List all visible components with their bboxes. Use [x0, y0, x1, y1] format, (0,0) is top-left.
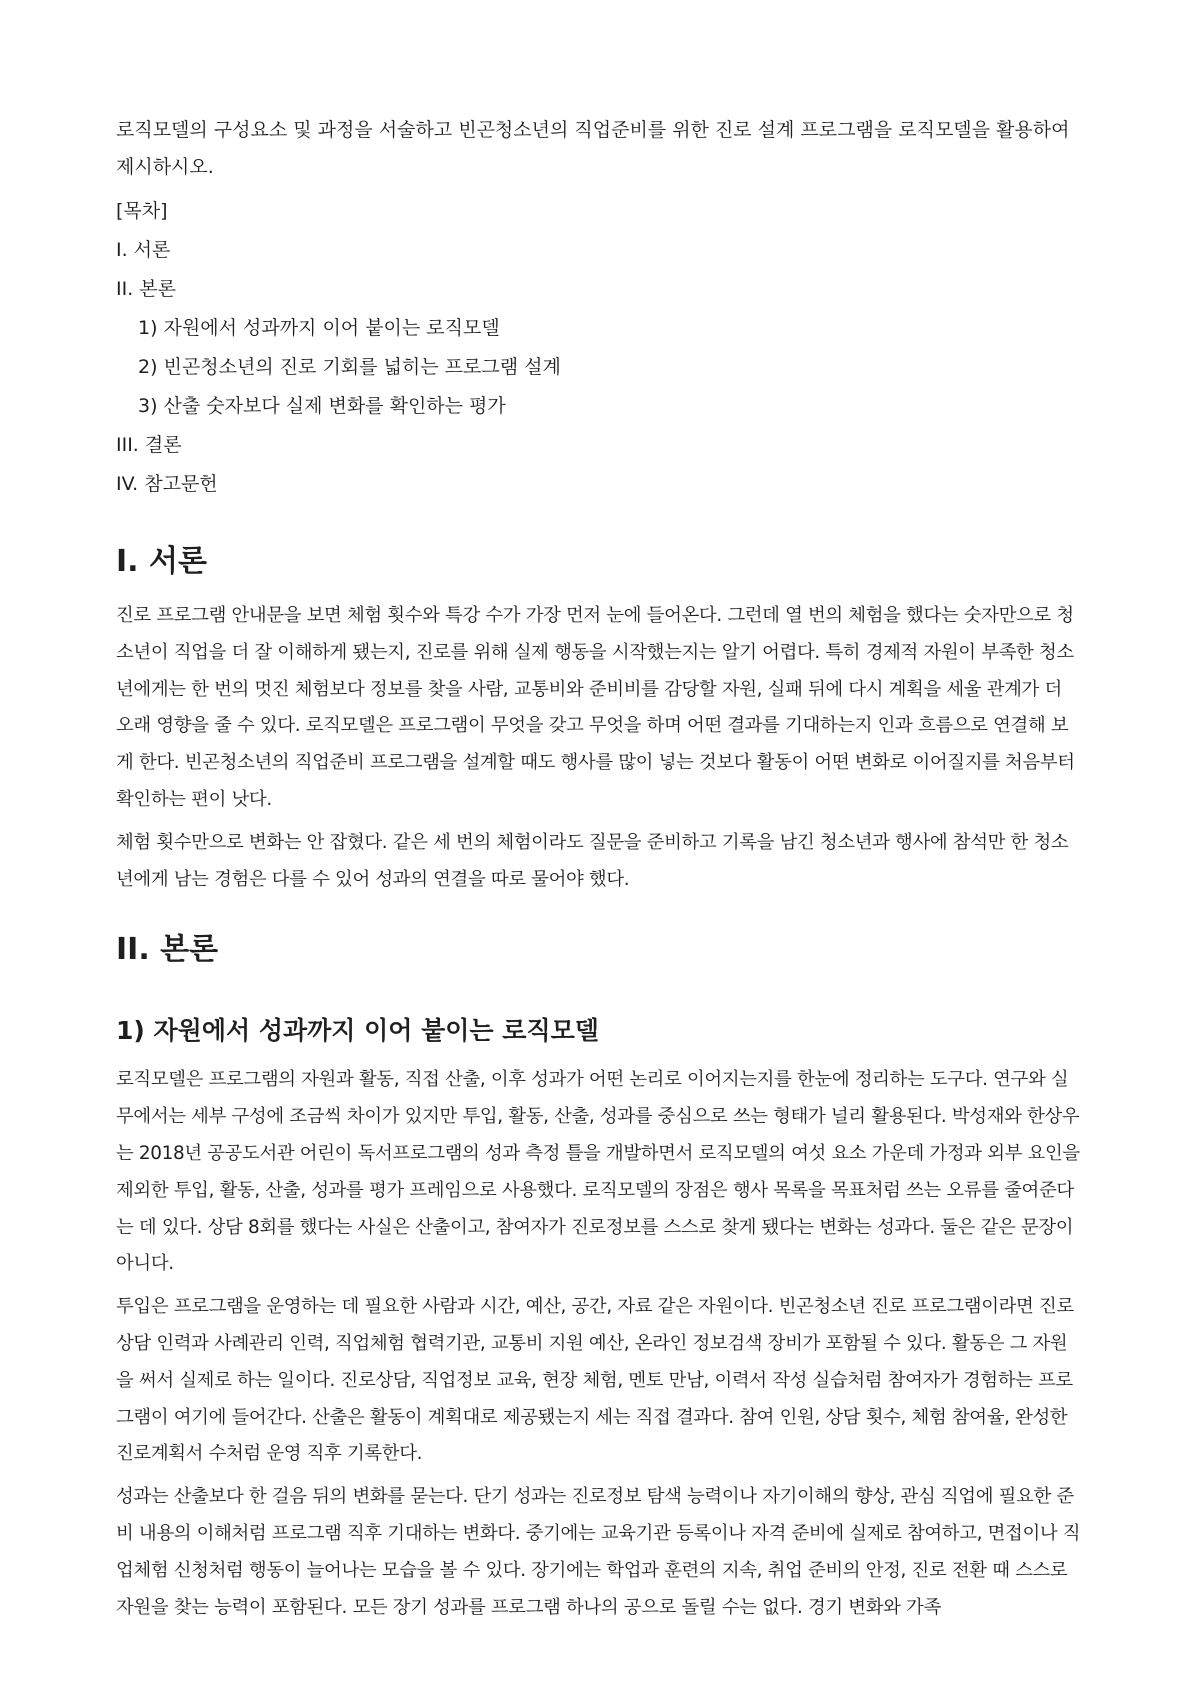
toc-subitem: 1) 자원에서 성과까지 이어 붙이는 로직모델	[138, 317, 500, 339]
paragraph: 투입은 프로그램을 운영하는 데 필요한 사람과 시간, 예산, 공간, 자료 같은 자원이다. 빈곤청소년 진로 프로그램이라면 진로상담 인력과 사례관리 인력, 직업체험 협력기관, 교통비 지원 예산, 온라인 정보검색 장비가 포함될 수 있다. 활동은 그 자원을 써서 실제로 하는 일이다. 진로상담, 직업정보 교육, 현장 체험, 멘토 만남, 이력서 작성 실습처럼 참여자가 경험하는 프로그램이 여기에 들어간다. 산출은 활동이 계획대로 제공됐는지 세는 직접 결과다. 참여 인원, 상담 횟수, 체험 참여율, 완성한 진로계획서 수처럼 운영 직후 기록한다.	[116, 1296, 1074, 1465]
paragraph: 로직모델은 프로그램의 자원과 활동, 직접 산출, 이후 성과가 어떤 논리로 이어지는지를 한눈에 정리하는 도구다. 연구와 실무에서는 세부 구성에 조금씩 차이가 있지만 투입, 활동, 산출, 성과를 중심으로 쓰는 형태가 널리 활용된다. 박성재와 한상우는 2018년 공공도서관 어린이 독서프로그램의 성과 측정 틀을 개발하면서 로직모델의 여섯 요소 가운데 가정과 외부 요인을 제외한 투입, 활동, 산출, 성과를 평가 프레임으로 사용했다. 로직모델의 장점은 행사 목록을 목표처럼 쓰는 오류를 줄여준다는 데 있다. 상담 8회를 했다는 사실은 산출이고, 참여자가 진로정보를 스스로 찾게 됐다는 변화는 성과다. 둘은 같은 문장이 아니다.	[116, 1069, 1080, 1275]
toc-item: I. 서론	[116, 239, 171, 261]
toc-item: III. 결론	[116, 434, 182, 456]
toc-item: IV. 참고문헌	[116, 473, 218, 495]
toc-subitem: 2) 빈곤청소년의 진로 기회를 넓히는 프로그램 설계	[138, 356, 561, 378]
paragraph: 성과는 산출보다 한 걸음 뒤의 변화를 묻는다. 단기 성과는 진로정보 탐색 능력이나 자기이해의 향상, 관심 직업에 필요한 준비 내용의 이해처럼 프로그램 직후 기대하는 변화다. 중기에는 교육기관 등록이나 자격 준비에 실제로 참여하고, 면접이나 직업체험 신청처럼 행동이 늘어나는 모습을 볼 수 있다. 장기에는 학업과 훈련의 지속, 취업 준비의 안정, 진로 전환 때 스스로 자원을 찾는 능력이 포함된다. 모든 장기 성과를 프로그램 하나의 공으로 돌릴 수는 없다. 경기 변화와 가족	[116, 1486, 1081, 1618]
paragraph: 체험 횟수만으로 변화는 안 잡혔다. 같은 세 번의 체험이라도 질문을 준비하고 기록을 남긴 청소년과 행사에 참석만 한 청소년에게 남는 경험은 다를 수 있어 성과의 연결을 따로 물어야 했다.	[116, 831, 1069, 890]
section-heading-intro: I. 서론	[116, 544, 207, 579]
toc-label: [목차]	[116, 200, 168, 222]
assignment-prompt: 로직모델의 구성요소 및 과정을 서술하고 빈곤청소년의 직업준비를 위한 진로 설계 프로그램을 로직모델을 활용하여 제시하시오.	[116, 119, 1070, 178]
section-heading-body: II. 본론	[116, 932, 219, 968]
paragraph: 진로 프로그램 안내문을 보면 체험 횟수와 특강 수가 가장 먼저 눈에 들어온다. 그런데 열 번의 체험을 했다는 숫자만으로 청소년이 직업을 더 잘 이해하게 됐는지, 진로를 위해 실제 행동을 시작했는지는 알기 어렵다. 특히 경제적 자원이 부족한 청소년에게는 한 번의 멋진 체험보다 정보를 찾을 사람, 교통비와 준비비를 감당할 자원, 실패 뒤에 다시 계획을 세울 관계가 더 오래 영향을 줄 수 있다. 로직모델은 프로그램이 무엇을 갖고 무엇을 하며 어떤 결과를 기대하는지 인과 흐름으로 연결해 보게 한다. 빈곤청소년의 직업준비 프로그램을 설계할 때도 행사를 많이 넣는 것보다 활동이 어떤 변화로 이어질지를 처음부터 확인하는 편이 낫다.	[116, 605, 1075, 810]
subsection-heading: 1) 자원에서 성과까지 이어 붙이는 로직모델	[116, 1016, 599, 1046]
toc-item: II. 본론	[116, 278, 176, 300]
table-of-contents	[116, 192, 1084, 504]
toc-subitem: 3) 산출 숫자보다 실제 변화를 확인하는 평가	[138, 395, 506, 417]
